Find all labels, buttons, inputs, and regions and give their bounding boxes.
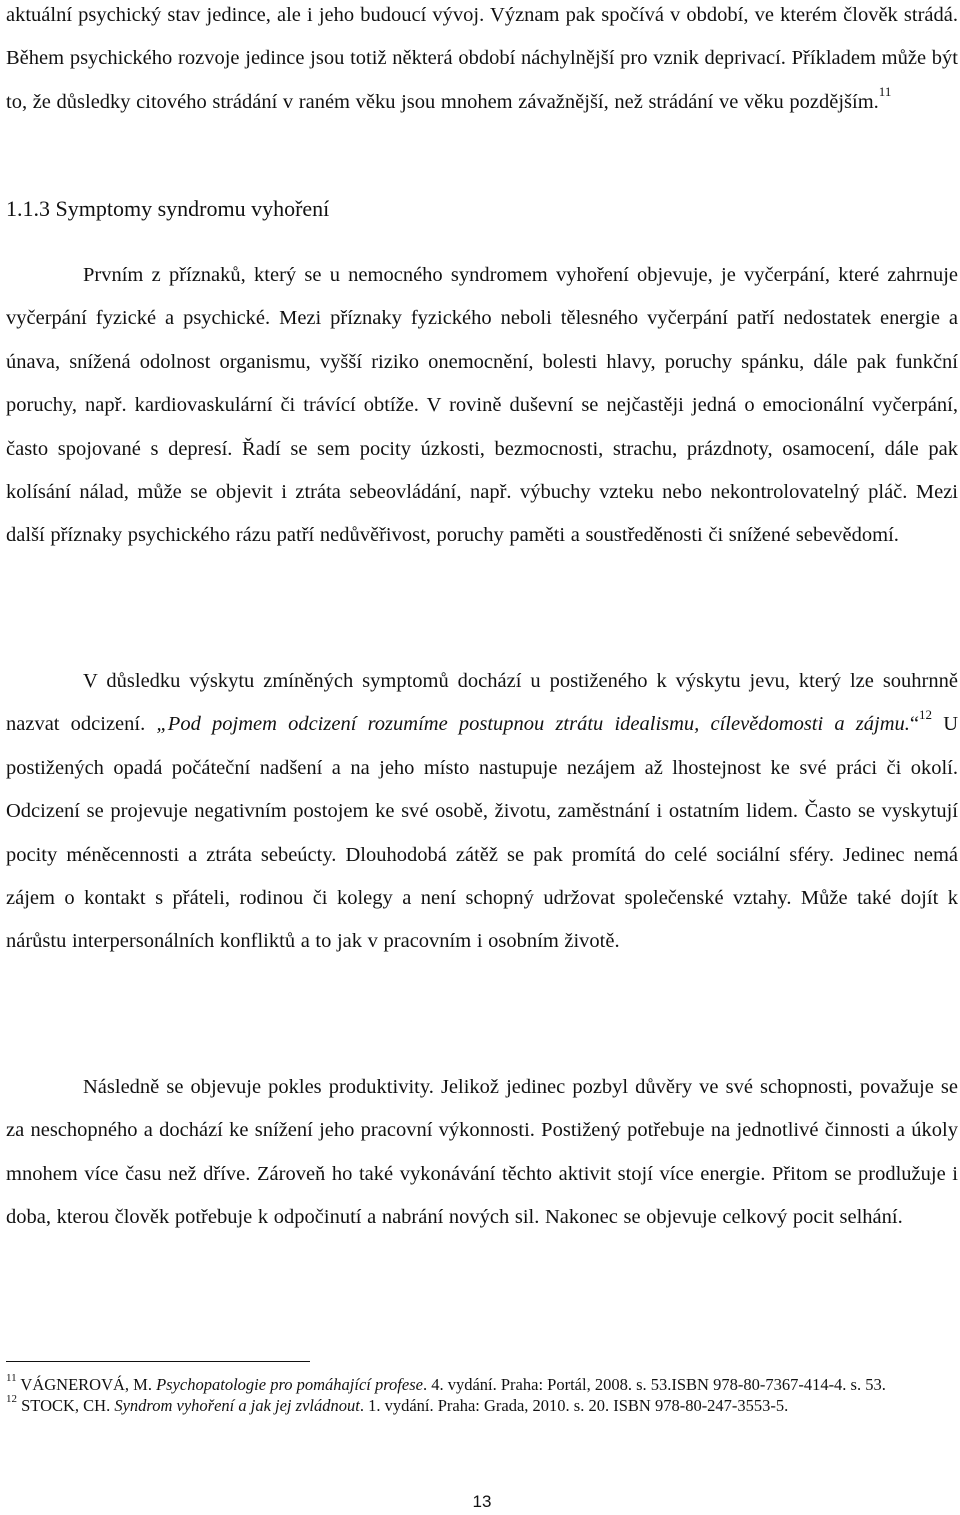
paragraph-text: aktuální psychický stav jedince, ale i jeho budoucí vývoj. Význam pak spočívá v období, ve kterém člověk strádá. Během psychického rozvoje jedince jsou totiž některá období náchylnější pro vznik deprivací. Příkladem může být to, že důsledky citového strádání v raném věku jsou mnohem závažnější, než strádání ve věku pozdějším. <box>6 4 958 113</box>
footnote-separator <box>6 1361 310 1362</box>
section-heading: 1.1.3 Symptomy syndromu vyhoření <box>6 196 330 221</box>
paragraph-text: U postižených opadá počáteční nadšení a na jeho místo nastupuje nezájem až lhostejnost ke své práci či okolí. Odcizení se projevuje negativním postojem ke své osobě, životu, zaměstnání i ostatním lidem. Často se vyskytují pocity méněcennosti a ztráta sebeúcty. Dlouhodobá zátěž se pak promítá do celé sociální sféry. Jedinec nemá zájem o kontakt s přáteli, rodinou či kolegy a není schopný udržovat společenské vztahy. Může také dojít k nárůstu interpersonálních konfliktů a to jak v pracovním i osobním životě. <box>6 713 958 953</box>
footnote-reference[interactable]: 11 <box>878 83 892 99</box>
footnote-details: . 1. vydání. Praha: Grada, 2010. s. 20. ISBN 978-80-247-3553-5. <box>359 1396 789 1415</box>
footnote-author: STOCK, CH. <box>21 1396 115 1415</box>
quotation: „Pod pojmem odcizení rozumíme postupnou ztrátu idealismu, cílevědomosti a zájmu. <box>156 713 910 736</box>
footnote-number: 11 <box>6 1371 17 1384</box>
paragraph-alienation <box>6 660 958 964</box>
quotation-close-mark: “ <box>909 713 920 736</box>
footnote-author: VÁGNEROVÁ, M. <box>20 1375 157 1394</box>
paragraph-text: V důsledku výskytu zmíněných symptomů dochází u postiženého k výskytu jevu, který lze souhrnně nazvat odcizení. <box>6 670 958 736</box>
footnote-reference[interactable]: 12 <box>919 706 933 722</box>
footnote-details: . 4. vydání. Praha: Portál, 2008. s. 53.ISBN 978-80-7367-414-4. s. 53. <box>422 1375 886 1394</box>
page-number: 13 <box>472 1492 492 1511</box>
footnote-title: Psychopatologie pro pomáhající profese <box>156 1375 423 1394</box>
footnote-item <box>6 1371 952 1395</box>
footnote-number: 12 <box>6 1392 17 1405</box>
document-page <box>6 0 958 1515</box>
footnote-title: Syndrom vyhoření a jak jej zvládnout <box>114 1396 360 1415</box>
paragraph-deprivation-period <box>6 0 958 124</box>
footnotes <box>6 1371 952 1416</box>
paragraph-exhaustion: Prvním z příznaků, který se u nemocného syndromem vyhoření objevuje, je vyčerpání, které zahrnuje vyčerpání fyzické a psychické. Mezi příznaky fyzického neboli tělesného vyčerpání patří nedostatek energie a únava, snížená odolnost organismu, vyšší riziko onemocnění, bolesti hlavy, poruchy spánku, dále pak funkční poruchy, např. kardiovaskulární či trávící obtíže. V rovině duševní se nejčastěji jedná o emocionální vyčerpání, často spojované s depresí. Řadí se sem pocity úzkosti, bezmocnosti, strachu, prázdnoty, osamocení, dále pak kolísání nálad, může se objevit i ztráta sebeovládání, např. výbuchy vzteku nebo nekontrolovatelný pláč. Mezi další příznaky psychického rázu patří nedůvěřivost, poruchy paměti a soustředěnosti či snížené sebevědomí. <box>6 264 958 547</box>
footnote-item <box>6 1392 952 1416</box>
paragraph-productivity: Následně se objevuje pokles produktivity. Jelikož jedinec pozbyl důvěry ve své schopnosti, považuje se za neschopného a dochází ke snížení jeho pracovní výkonnosti. Postižený potřebuje na jednotlivé činnosti a úkoly mnohem více času než dříve. Zároveň ho také vykonávání těchto aktivit stojí více energie. Přitom se prodlužuje i doba, kterou člověk potřebuje k odpočinutí a nabrání nových sil. Nakonec se objevuje celkový pocit selhání. <box>6 1076 958 1229</box>
